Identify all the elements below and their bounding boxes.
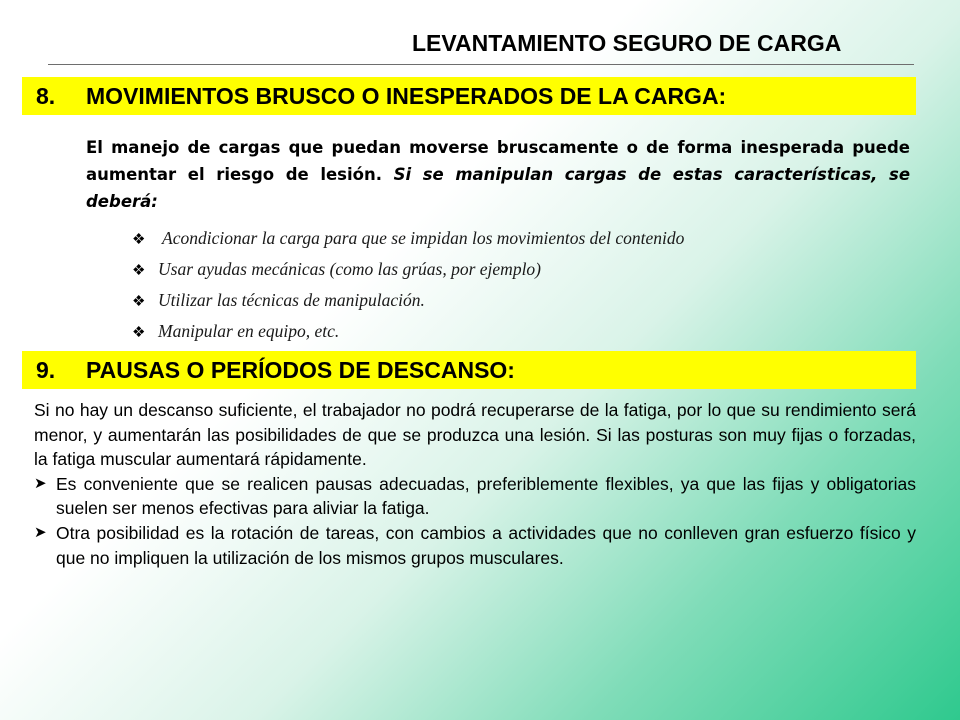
bullet-text: Usar ayudas mecánicas (como las grúas, por ejemplo) xyxy=(158,259,542,279)
diamond-bullet-icon: ❖ xyxy=(132,325,146,341)
section-9-banner xyxy=(22,351,916,389)
list-item xyxy=(132,223,684,254)
bullet-text: Utilizar las técnicas de manipulación. xyxy=(158,290,425,310)
arrow-bullet-icon: ➤ xyxy=(34,523,47,541)
section-8-intro-italic: Si se manipulan cargas de estas características, se deberá: xyxy=(86,165,911,211)
list-item xyxy=(34,521,916,570)
bullet-text: Acondicionar la carga para que se impidan los movimientos del contenido xyxy=(158,228,685,248)
section-8-intro-bold: El manejo de cargas que puedan moverse bruscamente o de forma inesperada puede aumentar el riesgo de lesión. xyxy=(86,138,910,184)
title-divider xyxy=(48,64,914,65)
section-8-banner xyxy=(22,77,916,115)
list-item xyxy=(132,285,684,316)
section-9-number: 9. xyxy=(36,356,56,383)
list-item xyxy=(34,472,916,521)
section-9-paragraph: Si no hay un descanso suficiente, el trabajador no podrá recuperarse de la fatiga, por lo que su rendimiento será menor, y aumentarán las posibilidades de que se produzca una lesión. Si las posturas son muy fijas o forzadas, la fatiga muscular aumentará rápidamente. xyxy=(34,400,916,470)
diamond-bullet-icon: ❖ xyxy=(132,263,146,279)
slide-title: LEVANTAMIENTO SEGURO DE CARGA xyxy=(412,30,842,56)
section-8-heading: MOVIMIENTOS BRUSCO O INESPERADOS DE LA CARGA: xyxy=(86,82,727,109)
bullet-text: Otra posibilidad es la rotación de tareas, con cambios a actividades que no conlleven gran esfuerzo físico y que no impliquen la utilización de los mismos grupos musculares. xyxy=(56,522,916,568)
bullet-text: Manipular en equipo, etc. xyxy=(158,321,340,341)
diamond-bullet-icon: ❖ xyxy=(132,232,146,248)
section-8-intro xyxy=(86,134,910,215)
bullet-text: Es conveniente que se realicen pausas adecuadas, preferiblemente flexibles, ya que las fijas y obligatorias suelen ser menos efectivas para aliviar la fatiga. xyxy=(56,473,916,519)
section-8-bullet-list xyxy=(132,223,684,347)
section-9-body xyxy=(34,398,916,570)
arrow-bullet-icon: ➤ xyxy=(34,474,47,492)
section-9-heading: PAUSAS O PERÍODOS DE DESCANSO: xyxy=(86,356,515,383)
section-8-number: 8. xyxy=(36,82,56,109)
list-item xyxy=(132,254,684,285)
list-item xyxy=(132,316,684,347)
diamond-bullet-icon: ❖ xyxy=(132,294,146,310)
